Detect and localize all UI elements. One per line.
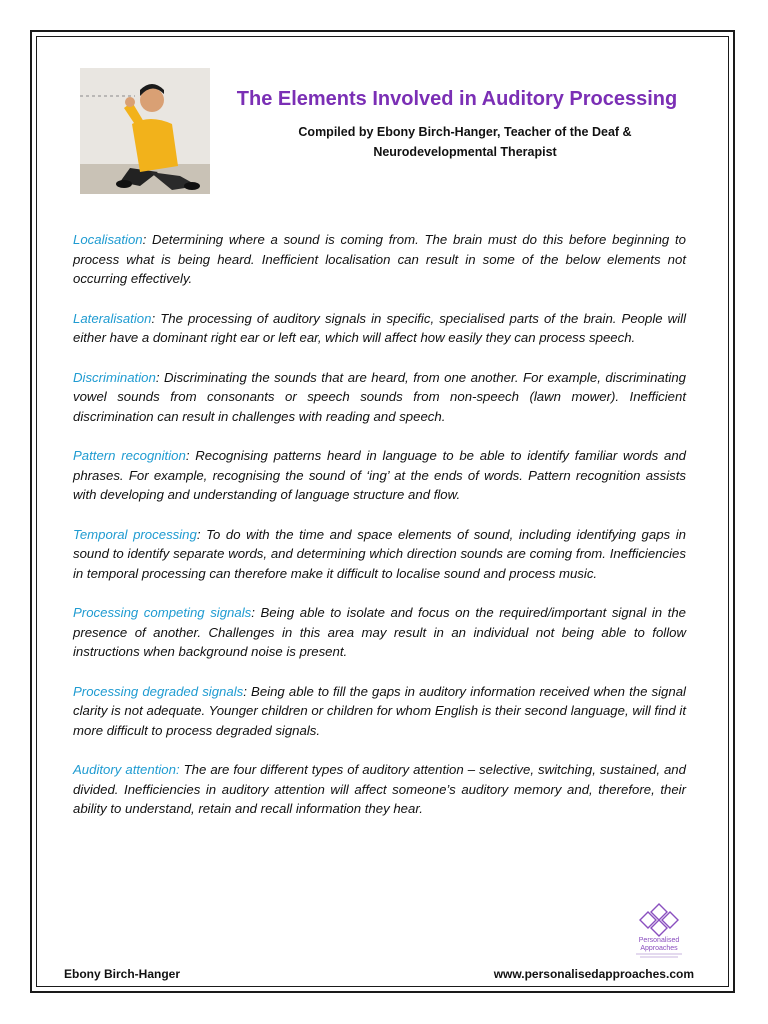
- entry-term: Processing competing signals: [73, 605, 252, 620]
- entry-text: : Determining where a sound is coming from. The brain must do this before beginning to process what is being heard. Inefficient localisation can result in some of the below elements not occurring effectively.: [73, 232, 686, 286]
- logo-line-1: Personalised: [638, 937, 680, 944]
- brand-logo: [624, 898, 694, 962]
- entry-text: : Discriminating the sounds that are heard, from one another. For example, discriminating vowel sounds from consonants or speech sounds from non-speech (lawn mower). Inefficient discrimination can result in challenges with reading and speech.: [73, 369, 686, 424]
- entry-lateralisation: [73, 309, 686, 348]
- entry-term: Discrimination: [73, 369, 156, 385]
- subtitle: [245, 122, 685, 162]
- subtitle-line-2: Neurodevelopmental Therapist: [373, 145, 557, 159]
- entry-auditory-attention: [73, 760, 686, 819]
- entry-text: The are four different types of auditory attention – selective, switching, sustained, and divided. Inefficiencies in auditory attention will affect someone’s auditory memory and, therefore, their ability to understand, retain and recall information they hear.: [73, 762, 686, 816]
- entry-pattern-recognition: [73, 446, 686, 505]
- entry-temporal-processing: [73, 525, 686, 584]
- entry-term: Temporal processing: [73, 526, 197, 542]
- entry-localisation: [73, 230, 686, 289]
- entry-discrimination: [73, 368, 686, 427]
- entry-term: Auditory attention:: [73, 762, 180, 777]
- footer-author: Ebony Birch-Hanger: [64, 967, 181, 981]
- elements-list: [73, 230, 686, 839]
- entry-text: : Being able to fill the gaps in auditory information received when the signal clarity is not adequate. Younger children or children for whom English is their second language, will find it more difficult to process degraded signals.: [73, 683, 686, 738]
- entry-text: : Recognising patterns heard in language to be able to identify familiar words and phrases. For example, recognising the sound of ‘ing’ at the ends of words. Pattern recognition assists with developing and understanding of language structure and flow.: [73, 448, 686, 502]
- entry-degraded-signals: [73, 682, 686, 741]
- entry-term: Lateralisation: [73, 310, 152, 326]
- author-photo: [80, 68, 210, 194]
- logo-line-2: Approaches: [640, 945, 678, 952]
- entry-competing-signals: [73, 603, 686, 662]
- entry-text: : To do with the time and space elements of sound, including identifying gaps in sound to identify separate words, and determining which direction sounds are coming from. Inefficiencies in temporal processing can therefore make it difficult to localise sound and process music.: [73, 526, 686, 581]
- entry-text: : Being able to isolate and focus on the required/important signal in the presence of another. Challenges in this area may result in an individual not being able to follow instructions when background noise is present.: [73, 605, 686, 659]
- entry-text: : The processing of auditory signals in specific, specialised parts of the brain. People will either have a dominant right ear or left ear, which will affect how easily they can process speech.: [73, 310, 686, 345]
- subtitle-line-1: Compiled by Ebony Birch-Hanger, Teacher of the Deaf &: [298, 125, 632, 139]
- footer-website: www.personalisedapproaches.com: [493, 967, 694, 981]
- page-title: The Elements Involved in Auditory Processing: [236, 88, 678, 110]
- entry-term: Processing degraded signals: [73, 683, 244, 699]
- entry-term: Pattern recognition: [73, 448, 186, 463]
- entry-term: Localisation: [73, 232, 143, 247]
